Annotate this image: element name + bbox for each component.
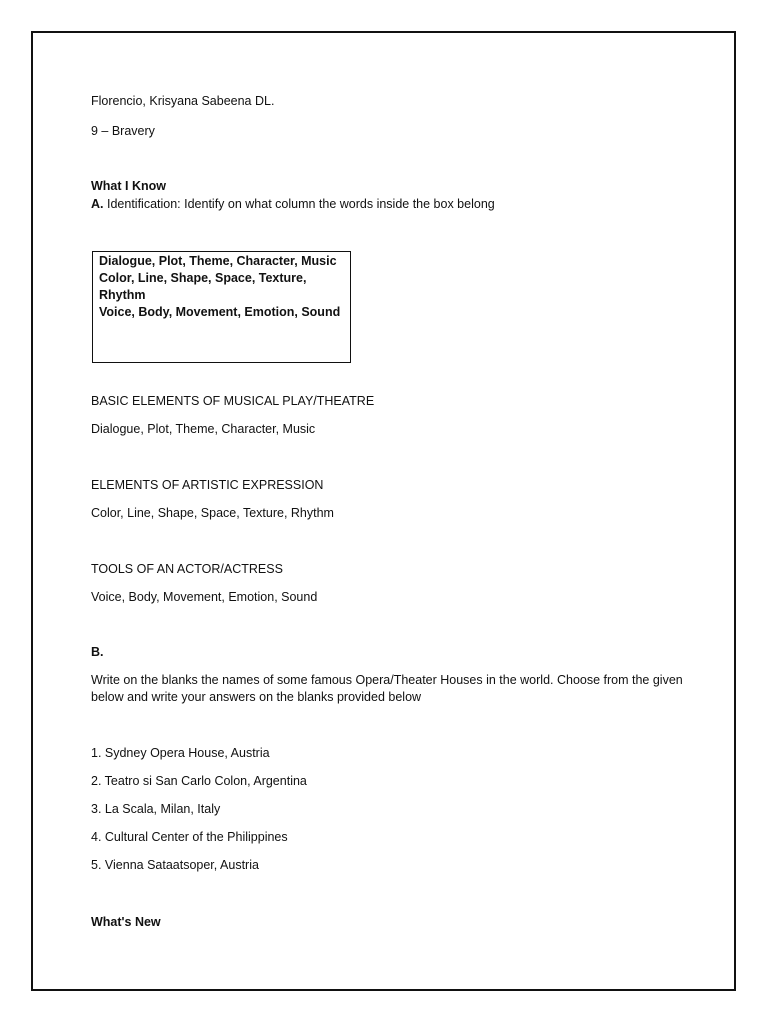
class-section: 9 – Bravery bbox=[91, 124, 155, 138]
what-i-know-heading: What I Know bbox=[91, 179, 166, 193]
word-box bbox=[92, 251, 351, 363]
part-a-instruction bbox=[91, 197, 495, 212]
category-answer-1: Dialogue, Plot, Theme, Character, Music bbox=[91, 422, 316, 436]
whats-new-heading: What's New bbox=[91, 915, 161, 929]
word-box-line-3: Voice, Body, Movement, Emotion, Sound bbox=[99, 305, 341, 319]
list-item: 5. Vienna Sataatsoper, Austria bbox=[91, 858, 259, 872]
part-b-instruction: Write on the blanks the names of some famous Opera/Theater Houses in the world. Choose from the given below and write your answers on the blanks provided below bbox=[91, 673, 683, 704]
category-answer-3: Voice, Body, Movement, Emotion, Sound bbox=[91, 590, 318, 604]
part-a-label: A. bbox=[91, 197, 104, 211]
student-name: Florencio, Krisyana Sabeena DL. bbox=[91, 94, 275, 108]
part-b-label: B. bbox=[91, 645, 104, 659]
category-answer-2: Color, Line, Shape, Space, Texture, Rhythm bbox=[91, 506, 334, 520]
document-page bbox=[31, 31, 736, 991]
category-title-2: ELEMENTS OF ARTISTIC EXPRESSION bbox=[91, 478, 324, 492]
word-box-line-1: Dialogue, Plot, Theme, Character, Music bbox=[99, 254, 337, 268]
category-title-3: TOOLS OF AN ACTOR/ACTRESS bbox=[91, 562, 283, 576]
list-item: 2. Teatro si San Carlo Colon, Argentina bbox=[91, 774, 307, 788]
word-box-line-2: Color, Line, Shape, Space, Texture, Rhythm bbox=[99, 271, 307, 302]
part-a-text: Identification: Identify on what column the words inside the box belong bbox=[106, 197, 495, 211]
category-title-1: BASIC ELEMENTS OF MUSICAL PLAY/THEATRE bbox=[91, 394, 375, 408]
list-item: 4. Cultural Center of the Philippines bbox=[91, 830, 288, 844]
list-item: 3. La Scala, Milan, Italy bbox=[91, 802, 221, 816]
list-item: 1. Sydney Opera House, Austria bbox=[91, 746, 270, 760]
